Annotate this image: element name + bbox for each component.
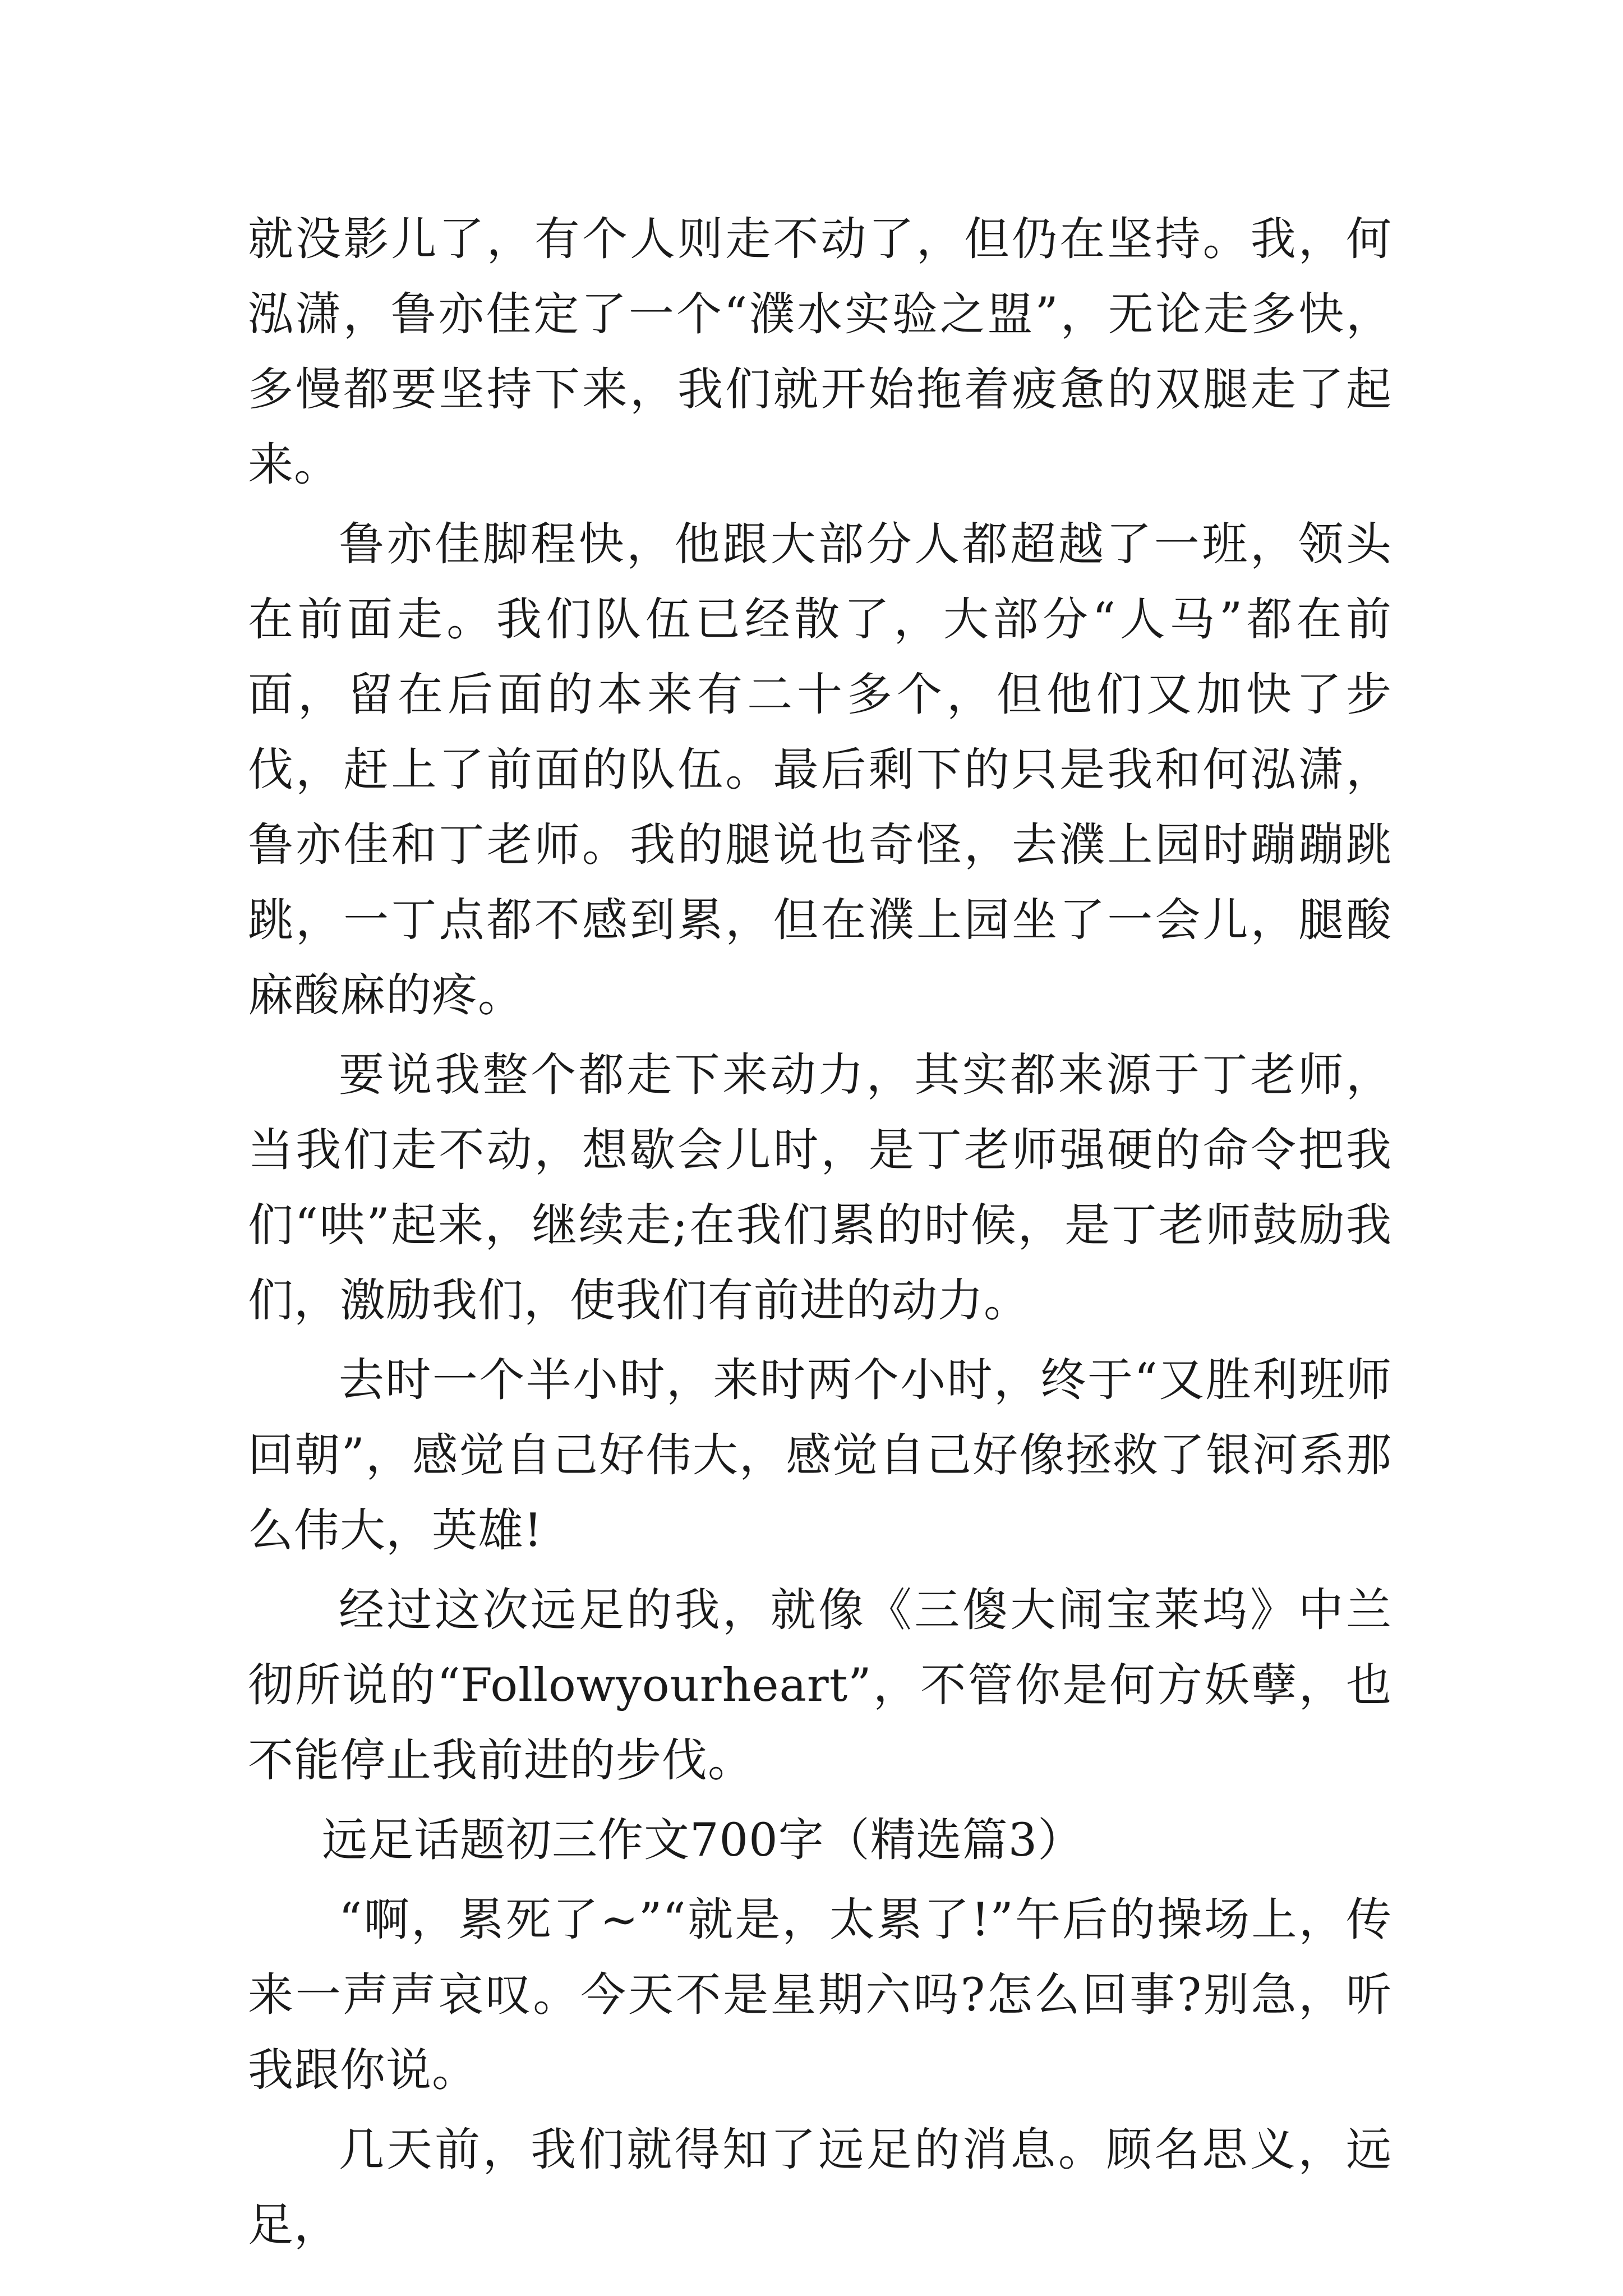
paragraph: 经过这次远足的我，就像《三傻大闹宝莱坞》中兰彻所说的“Followyourheart”，不管你是何方妖孽，也不能停止我前进的步伐。 <box>248 1584 1392 1787</box>
section-heading: 远足话题初三作文700字（精选篇3） <box>322 1814 1084 1867</box>
paragraph: 几天前，我们就得知了远足的消息。顾名思义，远足， <box>248 2124 1392 2252</box>
paragraph: “啊，累死了~”“就是，太累了!”午后的操场上，传来一声声哀叹。今天不是星期六吗?怎么回事?别急，听我跟你说。 <box>248 1894 1392 2097</box>
essay-body <box>248 202 1392 2267</box>
paragraph: 去时一个半小时，来时两个小时，终于“又胜利班师回朝”，感觉自己好伟大，感觉自己好像拯救了银河系那么伟大，英雄! <box>248 1354 1392 1557</box>
paragraph: 要说我整个都走下来动力，其实都来源于丁老师，当我们走不动，想歇会儿时，是丁老师强硬的命令把我们“哄”起来，继续走;在我们累的时候，是丁老师鼓励我们，激励我们，使我们有前进的动力。 <box>248 1049 1392 1327</box>
paragraph-continuation: 就没影儿了，有个人则走不动了，但仍在坚持。我，何泓潇，鲁亦佳定了一个“濮水实验之盟”，无论走多快，多慢都要坚持下来，我们就开始拖着疲惫的双腿走了起来。 <box>248 213 1392 491</box>
paragraph: 鲁亦佳脚程快，他跟大部分人都超越了一班，领头在前面走。我们队伍已经散了，大部分“人马”都在前面，留在后面的本来有二十多个，但他们又加快了步伐，赶上了前面的队伍。最后剩下的只是我和何泓潇，鲁亦佳和丁老师。我的腿说也奇怪，去濮上园时蹦蹦跳跳，一丁点都不感到累，但在濮上园坐了一会儿，腿酸麻酸麻的疼。 <box>248 518 1392 1022</box>
